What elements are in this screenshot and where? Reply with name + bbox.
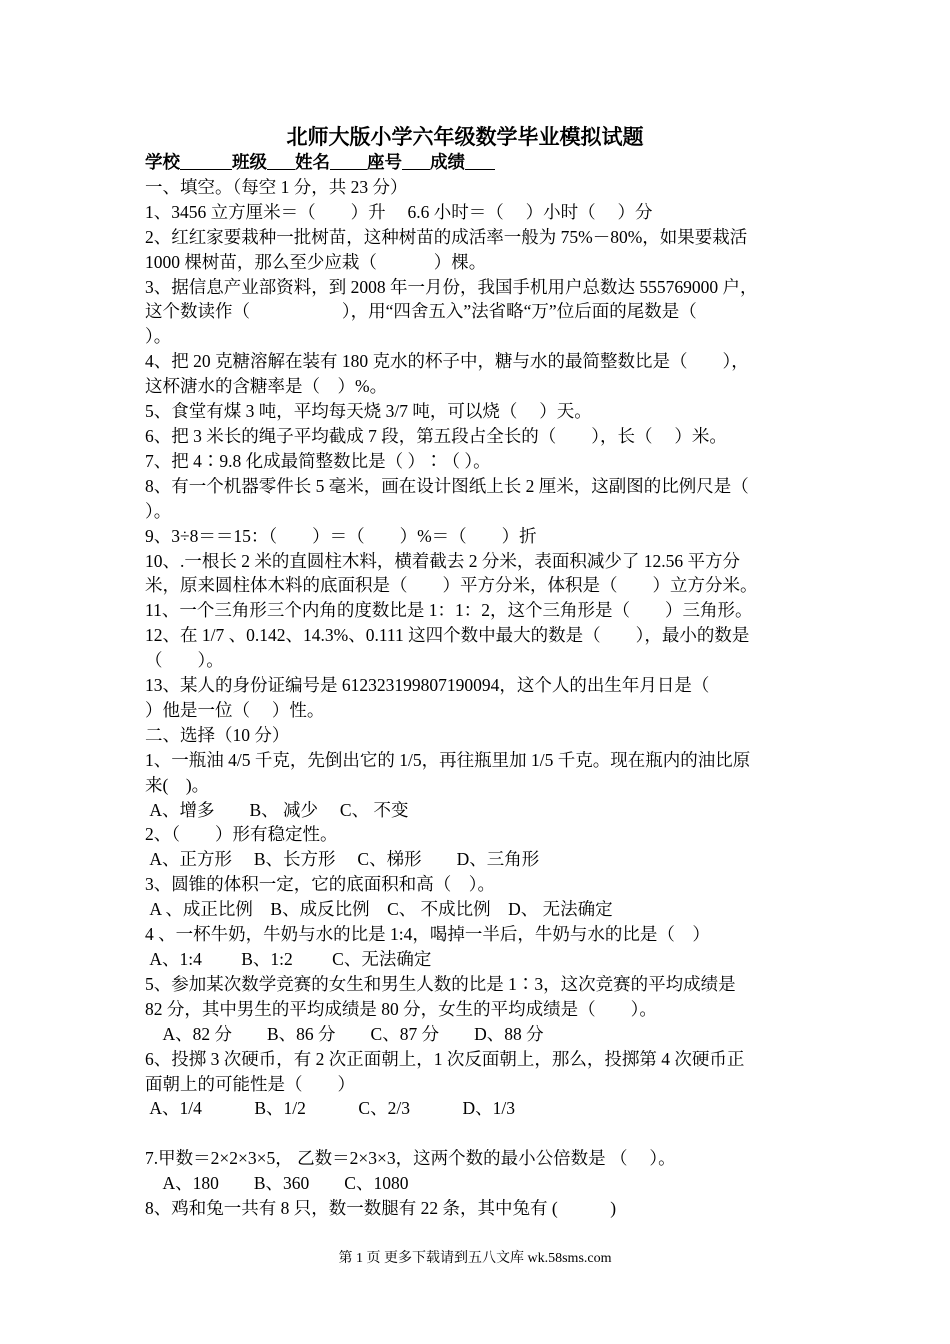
text-line: 6、把 3 米长的绳子平均截成 7 段，第五段占全长的（ ），长（ ）米。 [145, 425, 727, 446]
score-label: 成绩 [430, 152, 465, 172]
text-line: A、1:4 B、1:2 C、无法确定 [145, 949, 432, 969]
school-blank [180, 151, 232, 170]
text-line: 11、一个三角形三个内角的度数比是 1：1：2，这个三角形是（ ）三角形。 [145, 600, 753, 621]
question-lines [145, 175, 810, 1221]
class-label: 班级 [232, 152, 267, 172]
text-line: ）。 [145, 326, 172, 347]
text-line: 2、红红家要栽种一批树苗，这种树苗的成活率一般为 75%－80%，如果要栽活 [145, 226, 748, 247]
school-label: 学校 [145, 152, 180, 172]
seat-blank [402, 151, 430, 170]
text-line: 一、填空。（每空 1 分，共 23 分） [145, 176, 408, 197]
text-line: 7、把 4∶9.8 化成最简整数比是（ ）∶（ ）。 [145, 450, 491, 471]
score-blank [465, 151, 495, 170]
text-line: 这杯溏水的含糖率是（ ）%。 [145, 376, 388, 397]
text-line: 10、.一根长 2 米的直圆柱木料，横着截去 2 分米，表面积减少了 12.56 平方分 [145, 550, 740, 571]
text-line: ）。 [145, 500, 172, 521]
text-line: A、1/4 B、1/2 C、2/3 D、1/3 [145, 1098, 515, 1119]
text-line: 12、在 1/7 、0.142、14.3%、0.111 这四个数中最大的数是（ ），最小的数是 [145, 625, 750, 646]
text-line: 1000 棵树苗，那么至少应栽（ ）棵。 [145, 251, 487, 272]
name-label: 姓名 [295, 152, 330, 172]
text-line: 4 、一杯牛奶，牛奶与水的比是 1:4，喝掉一半后，牛奶与水的比是（ ） [145, 924, 710, 945]
text-line: 82 分，其中男生的平均成绩是 80 分，女生的平均成绩是（ ）。 [145, 998, 657, 1019]
text-line: 米，原来圆柱体木料的底面积是（ ）平方分米，体积是（ ）立方分米。 [145, 575, 758, 596]
page-title: 北师大版小学六年级数学毕业模拟试题 [286, 125, 644, 149]
text-line: 2、（ ）形有稳定性。 [145, 824, 338, 845]
text-line: 6、投掷 3 次硬币，有 2 次正面朝上，1 次反面朝上，那么，投掷第 4 次硬币正 [145, 1048, 745, 1069]
text-line: 来( )。 [145, 774, 210, 795]
text-line: 面朝上的可能性是（ ） [145, 1073, 355, 1094]
page-footer: 第 1 页 更多下载请到五八文库 wk.58sms.com [338, 1251, 612, 1266]
student-info-line [145, 150, 810, 175]
text-line: A、180 B、360 C、1080 [145, 1173, 409, 1194]
text-line: 3、圆锥的体积一定，它的底面积和高（ ）。 [145, 874, 495, 895]
class-blank [267, 151, 295, 170]
text-line: 二、选择（10 分） [145, 724, 290, 745]
text-line: A、82 分 B、86 分 C、87 分 D、88 分 [145, 1023, 544, 1044]
blank-line [145, 1121, 810, 1146]
text-line: A 、成正比例 B、成反比例 C、 不成比例 D、 无法确定 [145, 899, 613, 920]
text-line: ）他是一位（ ）性。 [145, 699, 325, 720]
text-line: 8、有一个机器零件长 5 毫米，画在设计图纸上长 2 厘米，这副图的比例尺是（ [145, 475, 749, 496]
text-line: 这个数读作（ ），用“四舍五入”法省略“万”位后面的尾数是（ [145, 301, 697, 322]
text-line: A、正方形 B、长方形 C、梯形 D、三角形 [145, 849, 540, 870]
text-line: 8、鸡和兔一共有 8 只，数一数腿有 22 条，其中兔有 ( ) [145, 1198, 617, 1219]
text-line: （ ）。 [145, 650, 224, 671]
text-line: 13、某人的身份证编号是 612323199807190094，这个人的出生年月日是（ [145, 675, 710, 696]
seat-label: 座号 [367, 152, 402, 172]
text-line: 9、3÷8＝＝15：（ ）＝（ ）%＝（ ）折 [145, 525, 537, 546]
text-line: A、增多 B、 减少 C、 不变 [145, 799, 409, 820]
exam-body [145, 150, 810, 1221]
text-line: 3、据信息产业部资料，到 2008 年一月份，我国手机用户总数达 555769000 户， [145, 276, 758, 297]
text-line: 5、食堂有煤 3 吨，平均每天烧 3/7 吨，可以烧（ ）天。 [145, 401, 592, 422]
text-line: 4、把 20 克糖溶解在装有 180 克水的杯子中，糖与水的最简整数比是（ ）， [145, 351, 749, 372]
text-line: 1、3456 立方厘米＝（ ）升 6.6 小时＝（ ）小时（ ）分 [145, 201, 653, 222]
name-blank [330, 151, 367, 170]
text-line: 7.甲数＝2×2×3×5， 乙数＝2×3×3，这两个数的最小公倍数是 （ ）。 [145, 1148, 676, 1169]
text-line: 5、参加某次数学竞赛的女生和男生人数的比是 1∶3，这次竞赛的平均成绩是 [145, 973, 736, 994]
text-line: 1、一瓶油 4/5 千克，先倒出它的 1/5，再往瓶里加 1/5 千克。现在瓶内的油比原 [145, 749, 751, 770]
